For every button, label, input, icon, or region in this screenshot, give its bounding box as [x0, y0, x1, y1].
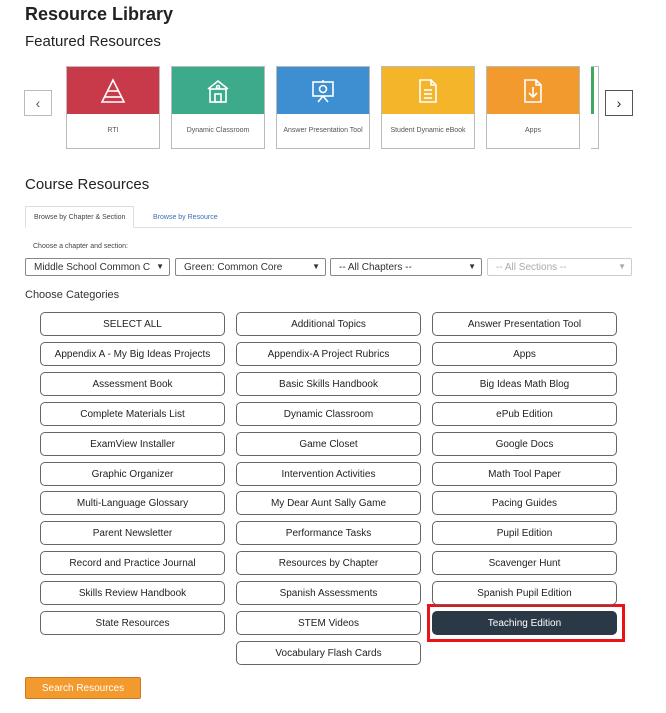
category-button-complete-materials-list[interactable]: Complete Materials List	[40, 402, 225, 426]
caret-down-icon: ▼	[156, 262, 164, 271]
page-title: Resource Library	[25, 4, 174, 24]
category-button-spanish-assessments[interactable]: Spanish Assessments	[236, 581, 421, 605]
category-button-apps[interactable]: Apps	[432, 342, 617, 366]
caret-down-icon: ▼	[618, 262, 626, 271]
category-button-appendix-a-my-big-ideas-projects[interactable]: Appendix A - My Big Ideas Projects	[40, 342, 225, 366]
category-button-epub-edition[interactable]: ePub Edition	[432, 402, 617, 426]
tile-student-dynamic-ebook[interactable]	[381, 66, 475, 149]
category-button-state-resources[interactable]: State Resources	[40, 611, 225, 635]
category-button-skills-review-handbook[interactable]: Skills Review Handbook	[40, 581, 225, 605]
tile-dynamic-classroom[interactable]	[171, 66, 265, 149]
category-button-spanish-pupil-edition[interactable]: Spanish Pupil Edition	[432, 581, 617, 605]
schoolhouse-icon	[172, 67, 264, 114]
category-button-performance-tasks[interactable]: Performance Tasks	[236, 521, 421, 545]
category-button-dynamic-classroom[interactable]: Dynamic Classroom	[236, 402, 421, 426]
category-button-record-and-practice-journal[interactable]: Record and Practice Journal	[40, 551, 225, 575]
tab-browse-by-resource[interactable]: Browse by Resource	[153, 213, 218, 221]
category-button-select-all[interactable]: SELECT ALL	[40, 312, 225, 336]
pyramid-icon	[67, 67, 159, 114]
chevron-left-icon[interactable]: ‹	[24, 90, 52, 116]
course-select[interactable]	[25, 258, 170, 276]
tile-label: Apps	[525, 127, 541, 134]
tile-answer-presentation-tool[interactable]	[276, 66, 370, 149]
category-button-math-tool-paper[interactable]: Math Tool Paper	[432, 462, 617, 486]
category-button-resources-by-chapter[interactable]: Resources by Chapter	[236, 551, 421, 575]
category-button-examview-installer[interactable]: ExamView Installer	[40, 432, 225, 456]
course-resources-heading: Course Resources	[25, 176, 150, 193]
tile-label: Student Dynamic eBook	[390, 127, 466, 134]
category-button-vocabulary-flash-cards[interactable]: Vocabulary Flash Cards	[236, 641, 421, 665]
chevron-right-icon[interactable]: ›	[605, 90, 633, 116]
category-button-game-closet[interactable]: Game Closet	[236, 432, 421, 456]
category-button-pupil-edition[interactable]: Pupil Edition	[432, 521, 617, 545]
category-button-intervention-activities[interactable]: Intervention Activities	[236, 462, 421, 486]
tile-rti[interactable]	[66, 66, 160, 149]
category-button-basic-skills-handbook[interactable]: Basic Skills Handbook	[236, 372, 421, 396]
category-button-assessment-book[interactable]: Assessment Book	[40, 372, 225, 396]
category-button-my-dear-aunt-sally-game[interactable]: My Dear Aunt Sally Game	[236, 491, 421, 515]
category-button-answer-presentation-tool[interactable]: Answer Presentation Tool	[432, 312, 617, 336]
category-button-teaching-edition[interactable]: Teaching Edition	[432, 611, 617, 635]
course-select-value: Middle School Common C	[34, 261, 151, 273]
tile-apps[interactable]	[486, 66, 580, 149]
presentation-board-icon	[277, 67, 369, 114]
chapter-section-prompt: Choose a chapter and section:	[33, 243, 128, 250]
category-button-graphic-organizer[interactable]: Graphic Organizer	[40, 462, 225, 486]
category-button-additional-topics[interactable]: Additional Topics	[236, 312, 421, 336]
category-button-appendix-a-project-rubrics[interactable]: Appendix-A Project Rubrics	[236, 342, 421, 366]
resource-tabs	[25, 206, 632, 228]
tile-label: Dynamic Classroom	[186, 127, 250, 134]
tile-label: RTI	[107, 127, 119, 134]
category-button-big-ideas-math-blog[interactable]: Big Ideas Math Blog	[432, 372, 617, 396]
chapter-select[interactable]	[330, 258, 482, 276]
caret-down-icon: ▼	[468, 262, 476, 271]
category-button-parent-newsletter[interactable]: Parent Newsletter	[40, 521, 225, 545]
program-select-value: Green: Common Core	[184, 261, 283, 273]
caret-down-icon: ▼	[312, 262, 320, 271]
chapter-select-value: -- All Chapters --	[339, 261, 412, 273]
program-select[interactable]	[175, 258, 326, 276]
document-icon	[382, 67, 474, 114]
tile-label: Answer Presentation Tool	[283, 127, 363, 134]
featured-resources-heading: Featured Resources	[25, 33, 161, 50]
download-file-icon	[487, 67, 579, 114]
search-resources-button[interactable]: Search Resources	[25, 677, 141, 699]
category-button-stem-videos[interactable]: STEM Videos	[236, 611, 421, 635]
category-button-pacing-guides[interactable]: Pacing Guides	[432, 491, 617, 515]
category-button-multi-language-glossary[interactable]: Multi-Language Glossary	[40, 491, 225, 515]
section-select	[487, 258, 632, 276]
category-button-google-docs[interactable]: Google Docs	[432, 432, 617, 456]
tile-partial[interactable]	[591, 66, 599, 149]
category-button-scavenger-hunt[interactable]: Scavenger Hunt	[432, 551, 617, 575]
section-select-value: -- All Sections --	[496, 261, 567, 273]
tab-browse-by-chapter[interactable]: Browse by Chapter & Section	[25, 206, 134, 228]
choose-categories-heading: Choose Categories	[25, 289, 120, 301]
